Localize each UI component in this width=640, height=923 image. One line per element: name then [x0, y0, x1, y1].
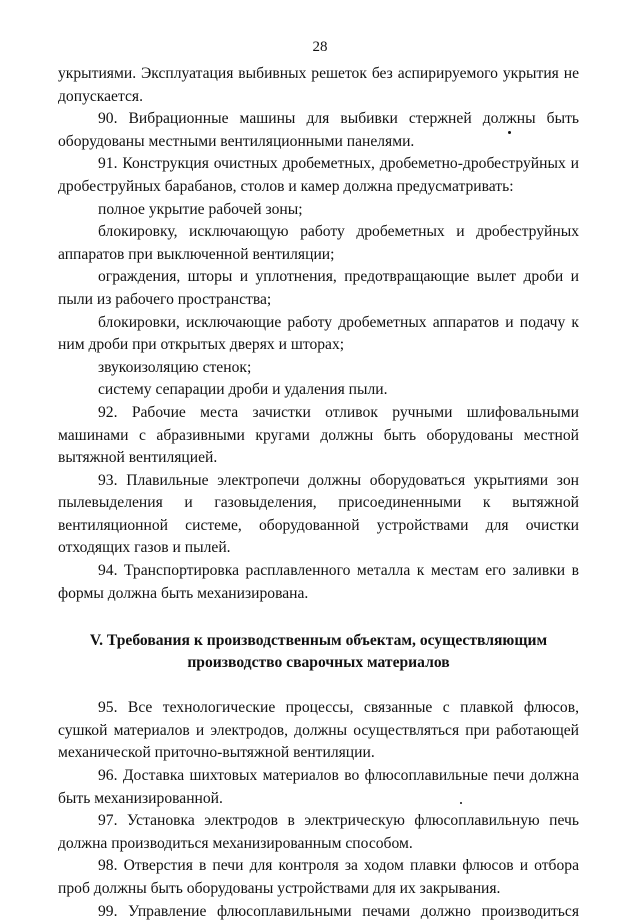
paragraphs-before-section [58, 63, 579, 605]
paragraph: систему сепарации дроби и удаления пыли. [98, 381, 388, 399]
section-title-line-2: производство сварочных материалов [187, 654, 450, 672]
paragraph: 90. Вибрационные машины для выбивки стержней должны быть оборудованы местными вентиляционными панелями. [58, 110, 579, 150]
paragraph: укрытиями. Эксплуатация выбивных решеток без аспирируемого укрытия не допускается. [58, 65, 579, 105]
paragraph: 99. Управление флюсоплавильными печами должно производиться [98, 902, 579, 920]
paragraph: 93. Плавильные электропечи должны оборудоваться укрытиями зон пылевыделения и газовыделения, присоединенными к вытяжной вентиляционной системе, оборудованной устройствами для очистки отходящих газов и пылей. [58, 471, 579, 557]
paragraph: 92. Рабочие места зачистки отливок ручными шлифовальными машинами с абразивными кругами должны быть оборудованы местной вытяжной вентиляцией. [58, 403, 579, 467]
paragraph: звукоизоляцию стенок; [98, 358, 252, 376]
page-number: 28 [312, 39, 328, 55]
paragraph: блокировку, исключающую работу дробеметных и дробеструйных аппаратов при выключенной вентиляции; [58, 223, 579, 263]
paragraph: полное укрытие рабочей зоны; [98, 200, 303, 218]
paragraph: 98. Отверстия в печи для контроля за ходом плавки флюсов и отбора проб должны быть оборудованы устройствами для их закрывания. [58, 857, 579, 897]
paragraph: 96. Доставка шихтовых материалов во флюсоплавильные печи должна быть механизированной. [58, 767, 579, 807]
document-body [58, 63, 579, 923]
paragraph: 95. Все технологические процессы, связанные с плавкой флюсов, сушкой материалов и электродов, должны осуществляться при работающей механической приточно-вытяжной вентиляции. [58, 699, 579, 762]
paragraphs-after-section [58, 697, 579, 923]
section-title [58, 630, 579, 674]
paragraph: блокировки, исключающие работу дробеметных аппаратов и подачу к ним дроби при открытых дверях и шторах; [58, 313, 579, 354]
paragraph: 91. Конструкция очистных дробеметных, дробеметно-дробеструйных и дробеструйных барабанов, столов и камер должна предусматривать: [58, 155, 579, 195]
paragraph: 94. Транспортировка расплавленного металла к местам его заливки в формы должна быть механизирована. [58, 562, 579, 602]
paragraph: 97. Установка электродов в электрическую флюсоплавильную печь должна производиться механизированным способом. [58, 812, 579, 852]
paragraph: ограждения, шторы и уплотнения, предотвращающие вылет дроби и пыли из рабочего пространства; [58, 268, 579, 308]
section-title-line-1: V. Требования к производственным объектам, осуществляющим [89, 632, 548, 650]
scan-speck [508, 131, 511, 134]
scan-speck [460, 802, 462, 804]
